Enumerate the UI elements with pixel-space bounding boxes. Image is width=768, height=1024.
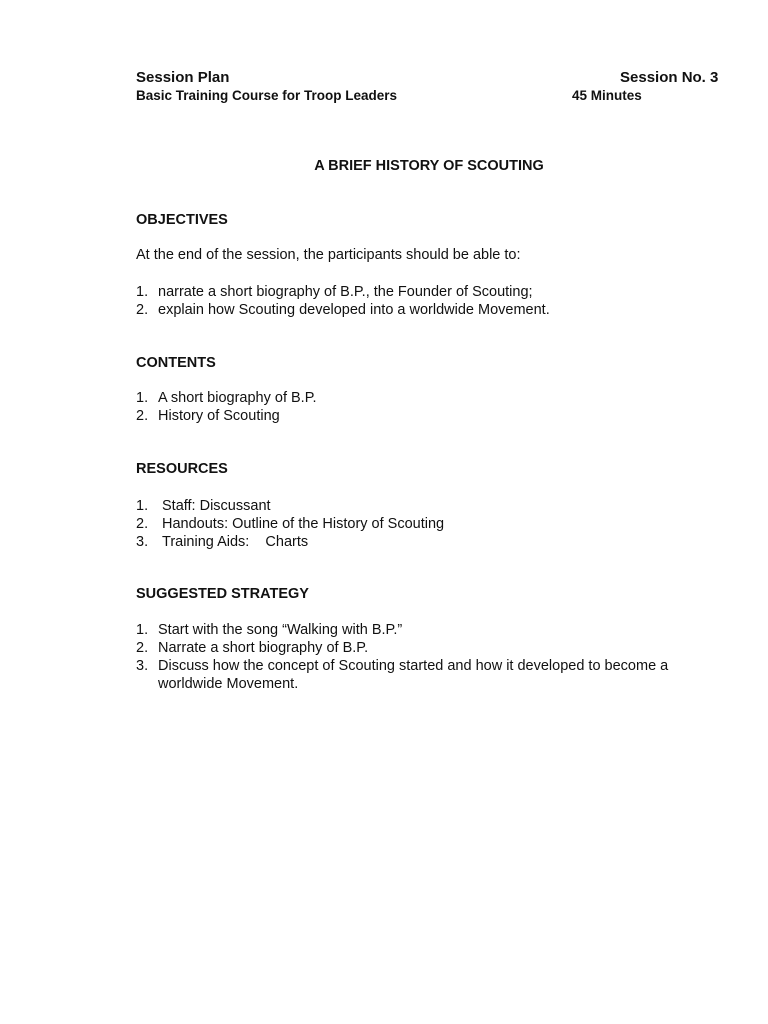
course-name: Basic Training Course for Troop Leaders (136, 88, 398, 103)
list-item-text: Start with the song “Walking with B.P.” (158, 622, 403, 638)
list-item-text: A short biography of B.P. (158, 390, 317, 406)
objectives-list (136, 283, 736, 323)
objectives-intro: At the end of the session, the participants should be able to: (136, 247, 521, 263)
list-item-number: 1. (136, 284, 149, 300)
resources-list (136, 497, 736, 555)
contents-heading: CONTENTS (136, 355, 216, 371)
list-item-text: narrate a short biography of B.P., the Founder of Scouting; (158, 284, 533, 300)
list-item-text: Staff: Discussant (162, 498, 271, 514)
document-title: A BRIEF HISTORY OF SCOUTING (314, 158, 544, 174)
list-item-text: Handouts: Outline of the History of Scouting (162, 516, 445, 532)
list-item-text: Training Aids: Charts (162, 534, 309, 550)
strategy-list (136, 621, 736, 697)
list-item-number: 2. (136, 516, 149, 532)
session-plan-label: Session Plan (136, 69, 230, 86)
objectives-heading: OBJECTIVES (136, 212, 228, 228)
list-item-text: explain how Scouting developed into a worldwide Movement. (158, 302, 550, 318)
list-item-number: 2. (136, 640, 149, 656)
resources-heading: RESOURCES (136, 461, 228, 477)
session-duration: 45 Minutes (572, 88, 642, 103)
list-item-number: 1. (136, 498, 149, 514)
list-item-number: 3. (136, 534, 149, 550)
list-item-text: History of Scouting (158, 408, 280, 424)
list-item-number: 1. (136, 390, 149, 406)
strategy-heading: SUGGESTED STRATEGY (136, 586, 309, 602)
list-item-number: 2. (136, 408, 149, 424)
list-item-text: Narrate a short biography of B.P. (158, 640, 369, 656)
list-item-number: 2. (136, 302, 149, 318)
list-item-number: 1. (136, 622, 149, 638)
session-number: Session No. 3 (620, 69, 719, 86)
contents-list (136, 389, 736, 429)
list-item-number: 3. (136, 658, 149, 674)
list-item-text: Discuss how the concept of Scouting started and how it developed to become a worldwide Movement. (158, 658, 669, 692)
